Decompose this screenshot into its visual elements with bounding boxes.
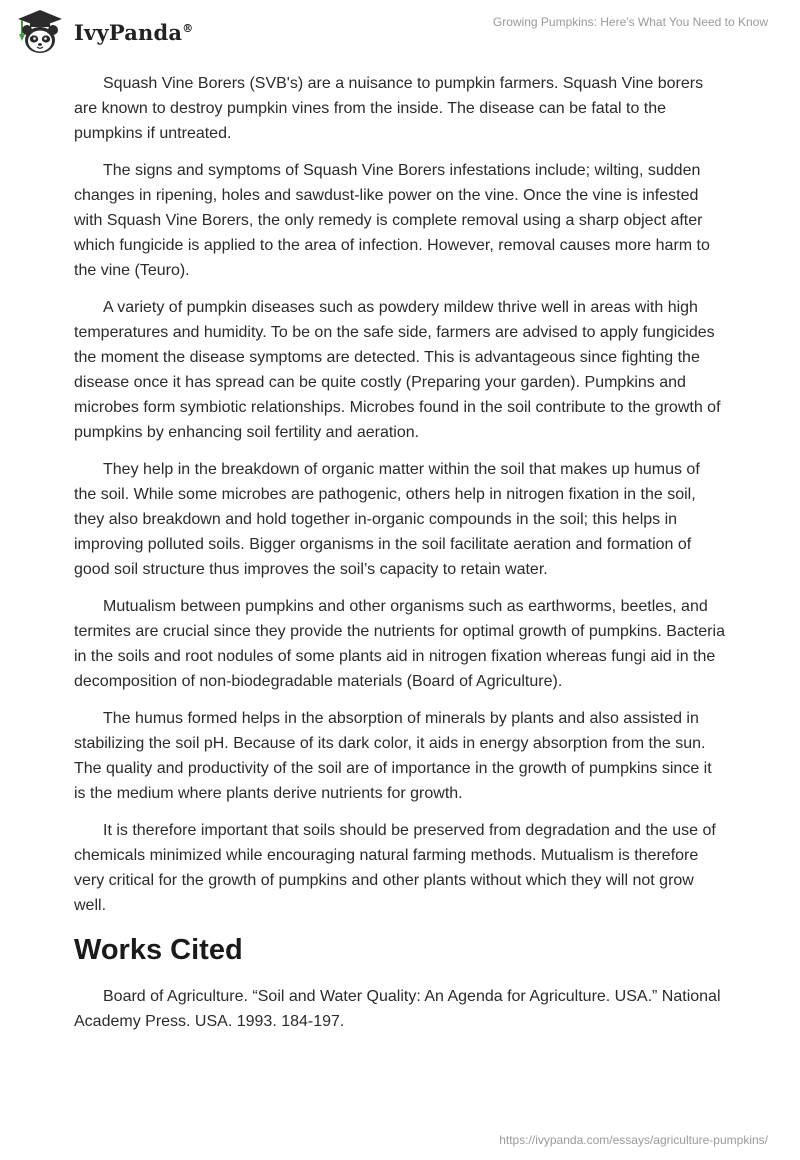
paragraph: They help in the breakdown of organic matter within the soil that makes up humus of the soil. While some microbes are pathogenic, others help in nitrogen fixation in the soil, they also breakdown and hold together in-organic compounds in the soil; this helps in improving polluted soils. Bigger organisms in the soil facilitate aeration and formation of good soil structure thus improves the soil’s capacity to retain water. — [74, 461, 700, 578]
paragraph: The humus formed helps in the absorption of minerals by plants and also assisted in stabilizing the soil pH. Because of its dark color, it aids in energy absorption from the sun. The quality and productivity of the soil are of importance in the growth of pumpkins since it is the medium where plants derive nutrients for growth. — [74, 710, 712, 802]
citation-entry: Board of Agriculture. “Soil and Water Quality: An Agenda for Agriculture. USA.” National Academy Press. USA. 1993. 184-197. — [74, 988, 721, 1030]
document-title: Growing Pumpkins: Here's What You Need to Know — [492, 15, 768, 29]
works-cited-heading: Works Cited — [74, 934, 243, 966]
paragraph: It is therefore important that soils should be preserved from degradation and the use of chemicals minimized while encouraging natural farming methods. Mutualism is therefore very critical for the growth of pumpkins and other plants without which they will not grow well. — [74, 822, 716, 914]
page-header — [0, 0, 800, 60]
ivypanda-logo[interactable] — [14, 8, 193, 56]
panda-graduate-icon — [14, 8, 66, 56]
source-url[interactable]: https://ivypanda.com/essays/agriculture-pumpkins/ — [499, 1133, 768, 1147]
registered-mark: ® — [182, 21, 194, 35]
brand-name-text: IvyPanda — [74, 19, 183, 45]
paragraph: A variety of pumpkin diseases such as powdery mildew thrive well in areas with high temperatures and humidity. To be on the safe side, farmers are advised to apply fungicides the moment the disease symptoms are detected. This is advantageous since fighting the disease once it has spread can be quite costly (Preparing your garden). Pumpkins and microbes form symbiotic relationships. Microbes found in the soil contribute to the growth of pumpkins by enhancing soil fertility and aeration. — [74, 299, 721, 441]
paragraph: Mutualism between pumpkins and other organisms such as earthworms, beetles, and termites are crucial since they provide the nutrients for optimal growth of pumpkins. Bacteria in the soils and root nodules of some plants aid in nitrogen fixation whereas fungi aid in the decomposition of non-biodegradable materials (Board of Agriculture). — [74, 598, 725, 690]
paragraph: Squash Vine Borers (SVB's) are a nuisance to pumpkin farmers. Squash Vine borers are known to destroy pumpkin vines from the inside. The disease can be fatal to the pumpkins if untreated. — [74, 75, 704, 142]
brand-name — [74, 20, 193, 45]
essay-content — [74, 71, 726, 1046]
paragraph: The signs and symptoms of Squash Vine Borers infestations include; wilting, sudden changes in ripening, holes and sawdust-like power on the vine. Once the vine is infested with Squash Vine Borers, the only remedy is complete removal using a sharp object after which fungicide is applied to the area of infection. However, removal causes more harm to the vine (Teuro). — [74, 162, 710, 279]
